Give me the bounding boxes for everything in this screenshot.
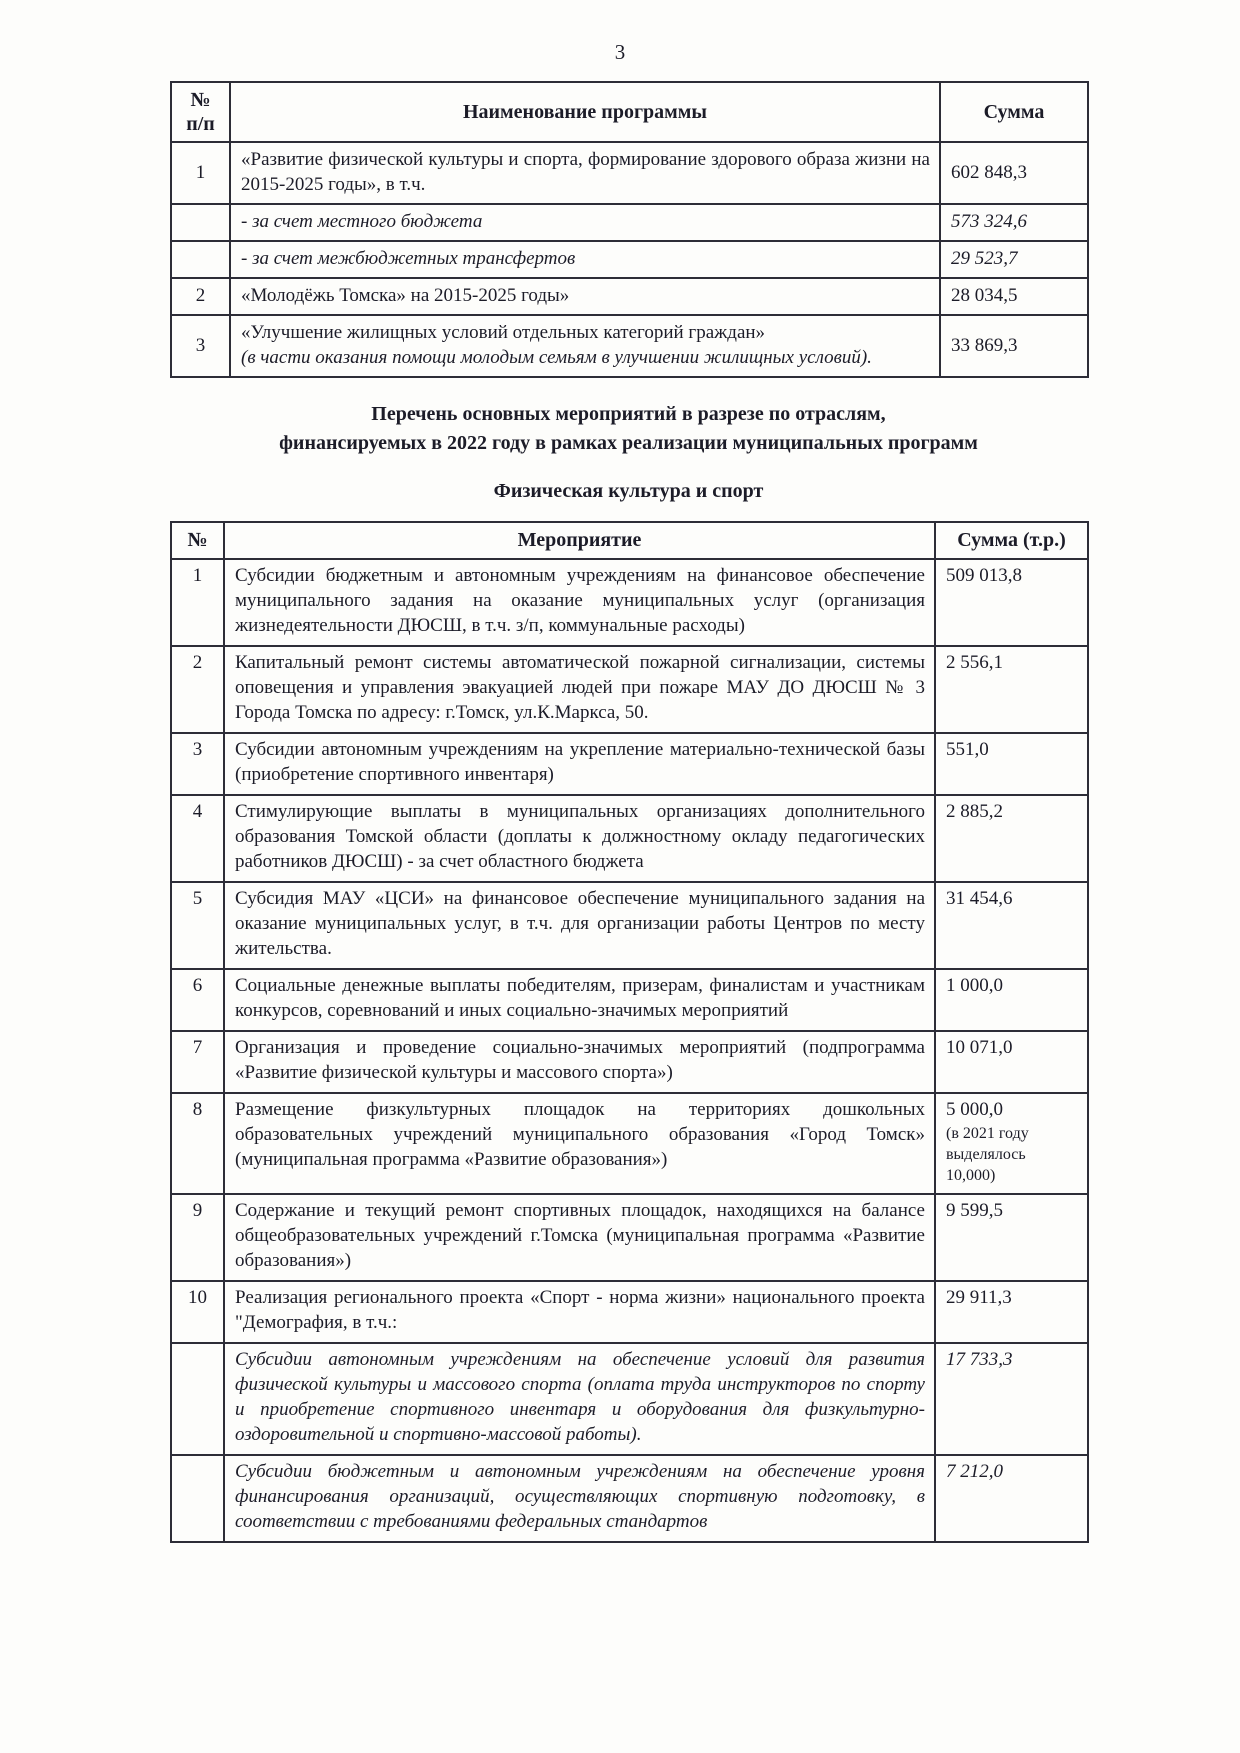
row-number: 6 <box>171 969 224 1031</box>
section-heading <box>170 400 1087 458</box>
header-num-line1: № <box>190 89 211 111</box>
activity-name: Размещение физкультурных площадок на территориях дошкольных образовательных учреждений муниципального образования «Город Томск» (муниципальная программа «Развитие образования») <box>224 1093 935 1194</box>
header-num <box>171 82 230 142</box>
row-number: 4 <box>171 795 224 882</box>
page-number: 3 <box>614 40 626 64</box>
header-activity-name: Мероприятие <box>224 522 935 559</box>
program-name <box>230 315 940 377</box>
header-num-line2: п/п <box>186 113 215 135</box>
activity-name: Субсидии автономным учреждениям на обеспечение условий для развития физической культуры и массового спорта (оплата труда инструкторов по спорту и приобретение спортивного инвентаря и оборудования для физкультурно-оздоровительной и спортивно-массовой работы). <box>224 1343 935 1455</box>
activity-sum: 10 071,0 <box>935 1031 1088 1093</box>
activity-sum: 9 599,5 <box>935 1194 1088 1281</box>
activity-sum-value: 5 000,0 <box>946 1099 1003 1120</box>
activity-name: Организация и проведение социально-значимых мероприятий (подпрограмма «Развитие физической культуры и массового спорта») <box>224 1031 935 1093</box>
table-row <box>171 278 1088 315</box>
programs-table <box>170 81 1089 378</box>
row-number: 10 <box>171 1281 224 1343</box>
table-row <box>171 1093 1088 1194</box>
row-number <box>171 241 230 278</box>
program-sum: 573 324,6 <box>940 204 1088 241</box>
activity-sum: 29 911,3 <box>935 1281 1088 1343</box>
activity-sum: 17 733,3 <box>935 1343 1088 1455</box>
program-name-line2: (в части оказания помощи молодым семьям в улучшении жилищных условий). <box>241 347 872 368</box>
table-header-row <box>171 522 1088 559</box>
header-program-name: Наименование программы <box>230 82 940 142</box>
table-row <box>171 646 1088 733</box>
row-number: 1 <box>171 142 230 204</box>
table-row <box>171 795 1088 882</box>
row-number <box>171 1343 224 1455</box>
activity-sum: 509 013,8 <box>935 559 1088 646</box>
table-row <box>171 1031 1088 1093</box>
activity-sum: 7 212,0 <box>935 1455 1088 1542</box>
activity-name: Капитальный ремонт системы автоматической пожарной сигнализации, системы оповещения и управления эвакуацией людей при пожаре МАУ ДО ДЮСШ № 3 Города Томска по адресу: г.Томск, ул.К.Маркса, 50. <box>224 646 935 733</box>
table-row <box>171 142 1088 204</box>
table-row <box>171 315 1088 377</box>
row-number: 7 <box>171 1031 224 1093</box>
table-row <box>171 1455 1088 1542</box>
row-number: 2 <box>171 646 224 733</box>
page-content <box>170 81 1087 1543</box>
activity-sum-note: (в 2021 году выделялось 10,000) <box>946 1125 1029 1184</box>
table-row <box>171 559 1088 646</box>
row-number: 9 <box>171 1194 224 1281</box>
program-name: - за счет местного бюджета <box>230 204 940 241</box>
activity-name: Реализация регионального проекта «Спорт - норма жизни» национального проекта "Демография, в т.ч.: <box>224 1281 935 1343</box>
table-row <box>171 1343 1088 1455</box>
header-num: № <box>171 522 224 559</box>
activity-name: Субсидии автономным учреждениям на укрепление материально-технической базы (приобретение спортивного инвентаря) <box>224 733 935 795</box>
table-row <box>171 733 1088 795</box>
activities-table <box>170 521 1089 1543</box>
program-name: «Молодёжь Томска» на 2015-2025 годы» <box>230 278 940 315</box>
activity-name: Стимулирующие выплаты в муниципальных организациях дополнительного образования Томской области (доплаты к должностному окладу педагогических работников ДЮСШ) - за счет областного бюджета <box>224 795 935 882</box>
program-sum: 33 869,3 <box>940 315 1088 377</box>
activity-sum <box>935 1093 1088 1194</box>
row-number: 1 <box>171 559 224 646</box>
row-number <box>171 1455 224 1542</box>
program-sum: 28 034,5 <box>940 278 1088 315</box>
table-header-row <box>171 82 1088 142</box>
table-row <box>171 1281 1088 1343</box>
row-number: 3 <box>171 315 230 377</box>
activity-name: Субсидии бюджетным и автономным учреждениям на обеспечение уровня финансирования организаций, осуществляющих спортивную подготовку, в соответствии с требованиями федеральных стандартов <box>224 1455 935 1542</box>
row-number <box>171 204 230 241</box>
activity-name: Субсидии бюджетным и автономным учреждениям на финансовое обеспечение муниципального задания на оказание муниципальных услуг (организация жизнедеятельности ДЮСШ, в т.ч. з/п, коммунальные расходы) <box>224 559 935 646</box>
activity-sum: 1 000,0 <box>935 969 1088 1031</box>
activity-sum: 2 885,2 <box>935 795 1088 882</box>
header-sum: Сумма <box>940 82 1088 142</box>
row-number: 5 <box>171 882 224 969</box>
program-name: - за счет межбюджетных трансфертов <box>230 241 940 278</box>
row-number: 2 <box>171 278 230 315</box>
activity-name: Содержание и текущий ремонт спортивных площадок, находящихся на балансе общеобразовательных учреждений г.Томска (муниципальная программа «Развитие образования») <box>224 1194 935 1281</box>
table-row <box>171 969 1088 1031</box>
row-number: 3 <box>171 733 224 795</box>
section-heading-line2: финансируемых в 2022 году в рамках реализации муниципальных программ <box>279 432 978 454</box>
program-sum: 29 523,7 <box>940 241 1088 278</box>
activity-name: Субсидия МАУ «ЦСИ» на финансовое обеспечение муниципального задания на оказание муниципальных услуг, в т.ч. для организации работы Центров по месту жительства. <box>224 882 935 969</box>
table-row <box>171 241 1088 278</box>
activity-sum: 31 454,6 <box>935 882 1088 969</box>
activity-sum: 551,0 <box>935 733 1088 795</box>
header-sum: Сумма (т.р.) <box>935 522 1088 559</box>
program-name: «Развитие физической культуры и спорта, формирование здорового образа жизни на 2015-2025 годы», в т.ч. <box>230 142 940 204</box>
activity-name: Социальные денежные выплаты победителям, призерам, финалистам и участникам конкурсов, соревнований и иных социально-значимых мероприятий <box>224 969 935 1031</box>
row-number: 8 <box>171 1093 224 1194</box>
table-row <box>171 882 1088 969</box>
activity-sum: 2 556,1 <box>935 646 1088 733</box>
section-subheading: Физическая культура и спорт <box>493 480 764 502</box>
table-row <box>171 1194 1088 1281</box>
program-sum: 602 848,3 <box>940 142 1088 204</box>
table-row <box>171 204 1088 241</box>
program-name-line1: «Улучшение жилищных условий отдельных категорий граждан» <box>241 322 766 343</box>
section-heading-line1: Перечень основных мероприятий в разрезе по отраслям, <box>371 403 886 425</box>
